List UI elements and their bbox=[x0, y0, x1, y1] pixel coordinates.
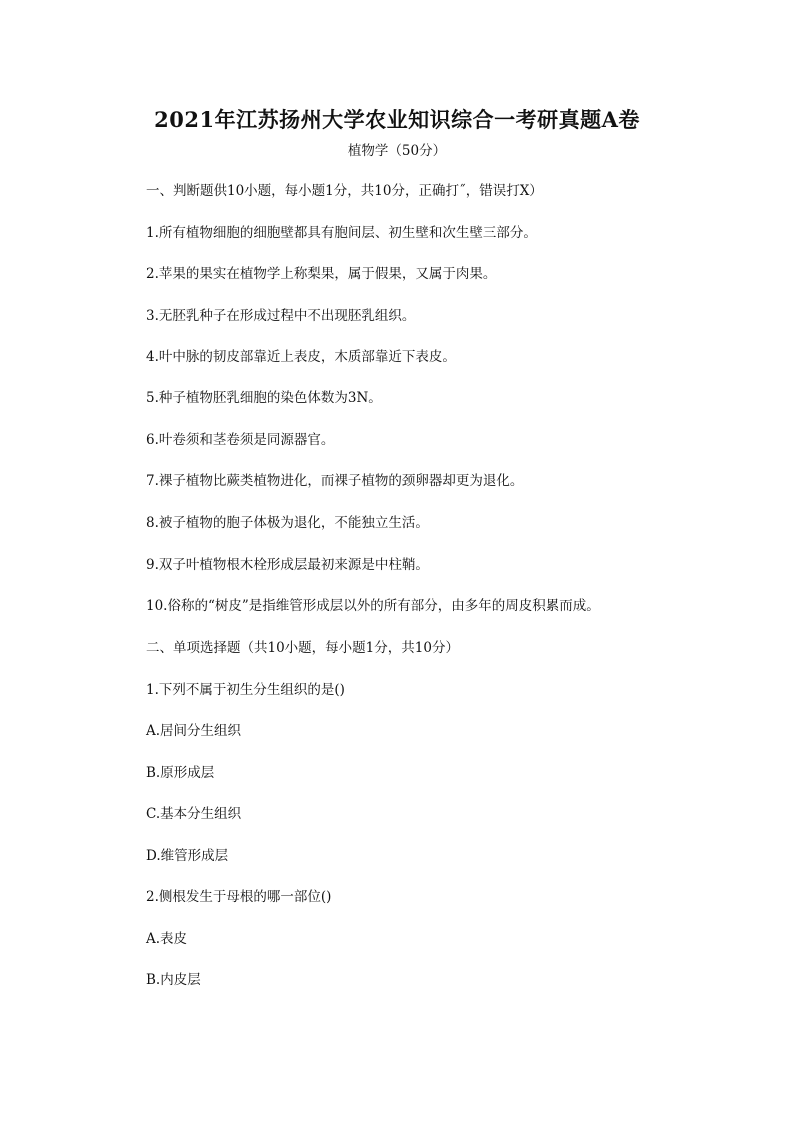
document-title: 2021年江苏扬州大学农业知识综合一考研真题A卷 bbox=[154, 107, 640, 132]
question-line: 1.下列不属于初生分生组织的是() bbox=[146, 682, 345, 698]
question-line: 6.叶卷须和茎卷须是同源器官。 bbox=[146, 432, 335, 448]
section-heading-single-choice: 二、单项选择题（共10小题，每小题1分，共10分） bbox=[146, 640, 459, 656]
question-line: 2.侧根发生于母根的哪一部位() bbox=[146, 889, 332, 905]
option-line: C.基本分生组织 bbox=[146, 806, 242, 822]
option-line: A.居间分生组织 bbox=[146, 723, 242, 739]
question-line: 3.无胚乳种子在形成过程中不出现胚乳组织。 bbox=[146, 308, 416, 324]
question-line: 4.叶中脉的韧皮部靠近上表皮，木质部靠近下表皮。 bbox=[146, 349, 456, 365]
document-subtitle: 植物学（50分） bbox=[347, 143, 447, 159]
question-line: 8.被子植物的胞子体极为退化，不能独立生活。 bbox=[146, 515, 429, 531]
question-line: 9.双子叶植物根木栓形成层最初来源是中柱鞘。 bbox=[146, 557, 429, 573]
option-line: B.原形成层 bbox=[146, 765, 215, 781]
option-line: A.表皮 bbox=[146, 931, 188, 947]
question-line: 10.俗称的“树皮”是指维管形成层以外的所有部分，由多年的周皮积累而成。 bbox=[146, 598, 600, 614]
option-line: B.内皮层 bbox=[146, 972, 201, 988]
question-line: 1.所有植物细胞的细胞壁都具有胞间层、初生壁和次生壁三部分。 bbox=[146, 225, 537, 241]
section-heading-judgment: 一、判断题供10小题，每小题1分，共10分，正确打˝，错误打X） bbox=[146, 183, 543, 199]
question-line: 2.苹果的果实在植物学上称梨果，属于假果，又属于肉果。 bbox=[146, 266, 497, 282]
question-line: 5.种子植物胚乳细胞的染色体数为3N。 bbox=[146, 390, 382, 406]
option-line: D.维管形成层 bbox=[146, 848, 229, 864]
question-line: 7.裸子植物比蕨类植物进化，而裸子植物的颈卵器却更为退化。 bbox=[146, 473, 524, 489]
